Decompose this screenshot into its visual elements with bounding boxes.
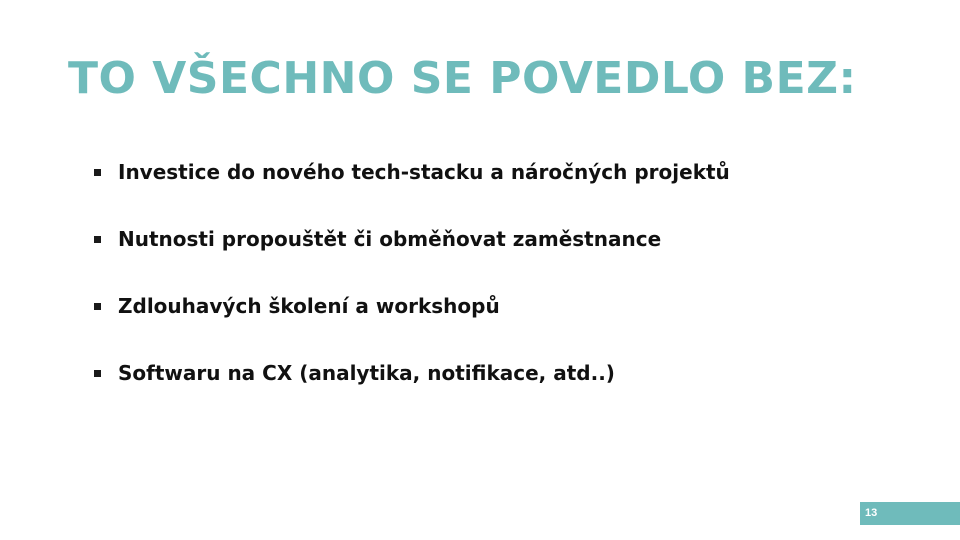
square-bullet-icon — [94, 169, 101, 176]
bullet-text: Zdlouhavých školení a workshopů — [118, 294, 500, 318]
bullet-text: Nutnosti propouštět či obměňovat zaměstnance — [118, 227, 662, 251]
bullet-item — [94, 219, 730, 259]
bullet-text: Softwaru na CX (analytika, notifikace, atd..) — [118, 361, 615, 385]
bullet-item — [94, 152, 730, 192]
page-number: 13 — [865, 507, 878, 519]
bullet-list — [94, 152, 730, 420]
slide-title: TO VŠECHNO SE POVEDLO BEZ: — [68, 53, 857, 104]
bullet-item — [94, 353, 730, 393]
page-number-badge — [860, 502, 960, 525]
bullet-text: Investice do nového tech-stacku a náročných projektů — [118, 160, 730, 184]
square-bullet-icon — [94, 303, 101, 310]
square-bullet-icon — [94, 370, 101, 377]
bullet-item — [94, 286, 730, 326]
square-bullet-icon — [94, 236, 101, 243]
